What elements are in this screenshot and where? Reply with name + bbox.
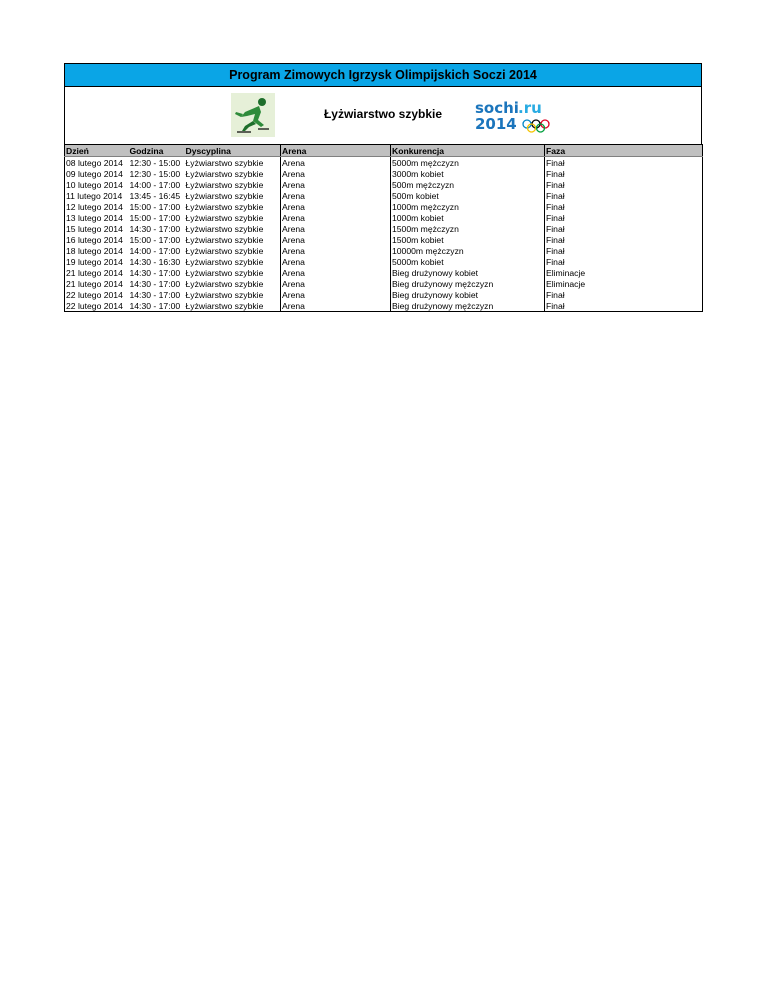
cell-competition: Bieg drużynowy mężczyzn [391, 300, 545, 312]
schedule-sheet [64, 63, 702, 312]
cell-day: 16 lutego 2014 [66, 234, 123, 245]
column-header-discipline: Dyscyplina [185, 145, 281, 157]
cell-arena: Arena [281, 234, 391, 245]
cell-phase: Finał [545, 223, 703, 234]
cell-competition: Bieg drużynowy mężczyzn [391, 278, 545, 289]
cell-discipline: Łyżwiarstwo szybkie [185, 190, 264, 201]
cell-discipline: Łyżwiarstwo szybkie [185, 179, 264, 190]
cell-day: 09 lutego 2014 [66, 168, 123, 179]
column-header-day: Dzień [65, 145, 129, 157]
cell-competition: 500m kobiet [391, 190, 545, 201]
cell-day: 18 lutego 2014 [66, 245, 123, 256]
cell-day: 22 lutego 2014 [66, 300, 123, 311]
cell-arena: Arena [281, 267, 391, 278]
cell-arena: Arena [281, 278, 391, 289]
cell-discipline: Łyżwiarstwo szybkie [185, 157, 264, 168]
cell-time: 14:30 - 17:00 [129, 267, 181, 278]
cell-competition: 1000m kobiet [391, 212, 545, 223]
table-row [65, 256, 703, 267]
cell-arena: Arena [281, 289, 391, 300]
column-header-time: Godzina [129, 145, 185, 157]
cell-time: 15:00 - 17:00 [129, 201, 181, 212]
discipline-heading: Łyżwiarstwo szybkie [323, 107, 443, 121]
cell-competition: 10000m mężczyzn [391, 245, 545, 256]
cell-day: 11 lutego 2014 [66, 190, 123, 201]
schedule-table [64, 144, 703, 312]
cell-phase: Finał [545, 289, 703, 300]
table-row [65, 168, 703, 179]
cell-competition: Bieg drużynowy kobiet [391, 267, 545, 278]
table-row [65, 157, 703, 169]
cell-competition: 3000m kobiet [391, 168, 545, 179]
cell-phase: Finał [545, 168, 703, 179]
cell-time: 14:30 - 17:00 [129, 289, 181, 300]
cell-discipline: Łyżwiarstwo szybkie [185, 256, 264, 267]
cell-day: 15 lutego 2014 [66, 223, 123, 234]
cell-arena: Arena [281, 300, 391, 312]
cell-discipline: Łyżwiarstwo szybkie [185, 223, 264, 234]
svg-text:.ru: .ru [518, 99, 542, 117]
cell-competition: 5000m mężczyzn [391, 157, 545, 169]
cell-time: 14:30 - 17:00 [129, 223, 181, 234]
schedule-table-body [65, 157, 703, 312]
cell-day: 12 lutego 2014 [66, 201, 123, 212]
cell-time: 15:00 - 17:00 [129, 212, 181, 223]
cell-phase: Finał [545, 212, 703, 223]
cell-phase: Finał [545, 256, 703, 267]
cell-time: 12:30 - 15:00 [129, 157, 181, 168]
cell-arena: Arena [281, 223, 391, 234]
cell-day: 22 lutego 2014 [66, 289, 123, 300]
table-row [65, 289, 703, 300]
cell-time: 14:00 - 17:00 [129, 179, 181, 190]
cell-time: 14:00 - 17:00 [129, 245, 181, 256]
cell-arena: Arena [281, 168, 391, 179]
cell-time: 14:30 - 17:00 [129, 300, 181, 311]
cell-day: 13 lutego 2014 [66, 212, 123, 223]
cell-competition: 500m mężczyzn [391, 179, 545, 190]
cell-discipline: Łyżwiarstwo szybkie [185, 267, 264, 278]
cell-phase: Finał [545, 201, 703, 212]
cell-arena: Arena [281, 245, 391, 256]
discipline-banner [64, 87, 702, 144]
cell-phase: Finał [545, 245, 703, 256]
page-title: Program Zimowych Igrzysk Olimpijskich Soczi 2014 [64, 63, 702, 87]
cell-phase: Finał [545, 300, 703, 312]
cell-arena: Arena [281, 212, 391, 223]
cell-competition: 1000m mężczyzn [391, 201, 545, 212]
cell-discipline: Łyżwiarstwo szybkie [185, 168, 264, 179]
cell-day: 21 lutego 2014 [66, 267, 123, 278]
cell-discipline: Łyżwiarstwo szybkie [185, 245, 264, 256]
cell-discipline: Łyżwiarstwo szybkie [185, 234, 264, 245]
svg-text:sochi: sochi [475, 99, 519, 117]
table-row [65, 201, 703, 212]
sochi-2014-logo [475, 98, 567, 134]
table-row [65, 267, 703, 278]
table-row [65, 278, 703, 289]
cell-arena: Arena [281, 179, 391, 190]
cell-day: 21 lutego 2014 [66, 278, 123, 289]
cell-arena: Arena [281, 157, 391, 169]
cell-time: 14:30 - 16:30 [129, 256, 181, 267]
cell-discipline: Łyżwiarstwo szybkie [185, 278, 264, 289]
table-row [65, 223, 703, 234]
cell-day: 19 lutego 2014 [66, 256, 123, 267]
table-row [65, 190, 703, 201]
cell-arena: Arena [281, 201, 391, 212]
cell-phase: Finał [545, 190, 703, 201]
cell-phase: Eliminacje [545, 278, 703, 289]
cell-time: 15:00 - 17:00 [129, 234, 181, 245]
cell-competition: 5000m kobiet [391, 256, 545, 267]
cell-day: 10 lutego 2014 [66, 179, 123, 190]
cell-time: 14:30 - 17:00 [129, 278, 181, 289]
table-row [65, 212, 703, 223]
column-header-phase: Faza [545, 145, 703, 157]
table-row [65, 179, 703, 190]
cell-arena: Arena [281, 190, 391, 201]
cell-discipline: Łyżwiarstwo szybkie [185, 289, 264, 300]
cell-arena: Arena [281, 256, 391, 267]
cell-time: 13:45 - 16:45 [129, 190, 181, 201]
cell-competition: Bieg drużynowy kobiet [391, 289, 545, 300]
cell-phase: Finał [545, 179, 703, 190]
cell-phase: Finał [545, 234, 703, 245]
cell-competition: 1500m mężczyzn [391, 223, 545, 234]
cell-phase: Finał [545, 157, 703, 169]
cell-discipline: Łyżwiarstwo szybkie [185, 212, 264, 223]
cell-discipline: Łyżwiarstwo szybkie [185, 300, 264, 311]
cell-discipline: Łyżwiarstwo szybkie [185, 201, 264, 212]
svg-text:2014: 2014 [475, 115, 517, 133]
table-header-row [65, 145, 703, 157]
column-header-competition: Konkurencja [391, 145, 545, 157]
table-row [65, 234, 703, 245]
column-header-arena: Arena [281, 145, 391, 157]
table-row [65, 245, 703, 256]
cell-competition: 1500m kobiet [391, 234, 545, 245]
cell-time: 12:30 - 15:00 [129, 168, 181, 179]
table-row [65, 300, 703, 312]
cell-day: 08 lutego 2014 [66, 157, 123, 168]
cell-phase: Eliminacje [545, 267, 703, 278]
